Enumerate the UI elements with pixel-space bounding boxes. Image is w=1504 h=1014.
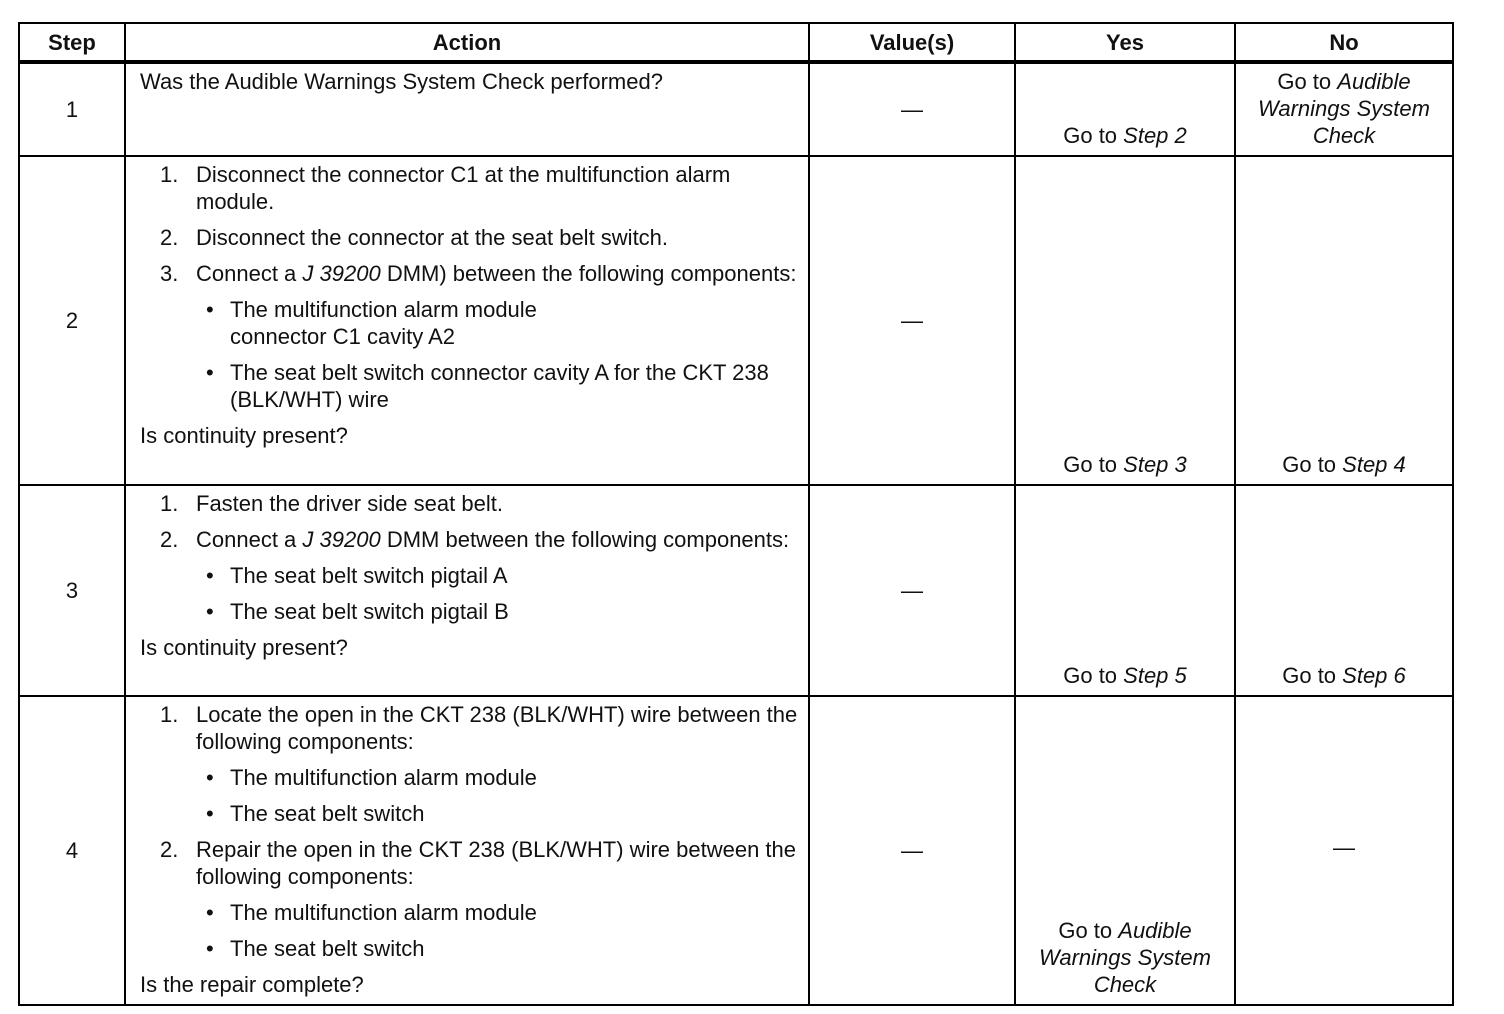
bullet-item: • The seat belt switch: [196, 800, 798, 827]
yes-target: Audible Warnings System Check: [1039, 918, 1211, 997]
bullet-list: [196, 899, 798, 962]
value-cell: —: [809, 62, 1015, 156]
value-cell: —: [809, 696, 1015, 1005]
yes-prefix: Go to: [1063, 123, 1124, 148]
step-number: 2: [19, 156, 125, 485]
bullet-list: [196, 562, 798, 625]
header-no: No: [1235, 23, 1453, 62]
item-text: DMM) between the following components:: [380, 261, 797, 286]
yes-target: Step 3: [1123, 452, 1187, 477]
no-target: Step 4: [1342, 452, 1406, 477]
item-number: 1.: [160, 702, 179, 727]
action-steps: [140, 490, 798, 625]
action-item: [140, 526, 798, 625]
item-text: Connect a: [196, 261, 303, 286]
item-text: Disconnect the connector C1 at the multifunction alarm module.: [196, 162, 731, 214]
action-item: [140, 161, 798, 215]
header-values: Value(s): [809, 23, 1015, 62]
bullet-item: • The seat belt switch: [196, 935, 798, 962]
table-row: [19, 62, 1453, 156]
yes-target: Step 5: [1123, 663, 1187, 688]
question-text: Is the repair complete?: [140, 972, 364, 997]
no-cell: [1235, 156, 1453, 485]
no-prefix: Go to: [1282, 663, 1343, 688]
value-cell: —: [809, 485, 1015, 696]
bullet-item: • The multifunction alarm module: [196, 764, 798, 791]
item-number: 1.: [160, 491, 179, 516]
no-target: Audible Warnings System Check: [1258, 69, 1430, 148]
step-number: 3: [19, 485, 125, 696]
action-item: [140, 260, 798, 413]
item-number: 1.: [160, 162, 179, 187]
no-prefix: Go to: [1277, 69, 1338, 94]
table-row: [19, 156, 1453, 485]
question-text: Is continuity present?: [140, 635, 348, 660]
bullet-item: • The seat belt switch pigtail A: [196, 562, 798, 589]
item-number: 2.: [160, 837, 179, 862]
action-item: [140, 224, 798, 251]
item-text: Repair the open in the CKT 238 (BLK/WHT) wire between the following components:: [196, 837, 797, 889]
yes-prefix: Go to: [1058, 918, 1119, 943]
header-yes: Yes: [1015, 23, 1235, 62]
yes-prefix: Go to: [1063, 663, 1124, 688]
bullet-item: • The multifunction alarm module: [196, 899, 798, 926]
no-target: Step 6: [1342, 663, 1406, 688]
action-steps: [140, 701, 798, 962]
diagnostic-table: [18, 22, 1454, 1006]
yes-prefix: Go to: [1063, 452, 1124, 477]
header-row: [19, 23, 1453, 62]
yes-cell: [1015, 485, 1235, 696]
bullet-item: • The seat belt switch connector cavity A for the CKT 238 (BLK/WHT) wire: [196, 359, 770, 413]
tool-name: J 39200: [302, 261, 381, 286]
bullet-item: • The multifunction alarm module connector C1 cavity A2: [196, 296, 590, 350]
question-text: Was the Audible Warnings System Check performed?: [140, 69, 663, 94]
header-step: Step: [19, 23, 125, 62]
action-item: [140, 701, 798, 827]
question-text: Is continuity present?: [140, 423, 348, 448]
no-prefix: Go to: [1282, 452, 1343, 477]
item-number: 2.: [160, 225, 179, 250]
item-text: DMM between the following components:: [380, 527, 790, 552]
bullet-item: • The seat belt switch pigtail B: [196, 598, 798, 625]
item-text: Fasten the driver side seat belt.: [196, 491, 503, 516]
action-cell: [125, 485, 809, 696]
no-cell: —: [1235, 696, 1453, 1005]
action-steps: [140, 161, 798, 413]
step-number: 4: [19, 696, 125, 1005]
no-cell: [1235, 485, 1453, 696]
item-text: Connect a: [196, 527, 303, 552]
value-cell: —: [809, 156, 1015, 485]
yes-cell: [1015, 156, 1235, 485]
yes-target: Step 2: [1123, 123, 1187, 148]
action-item: [140, 490, 798, 517]
action-cell: [125, 696, 809, 1005]
step-number: 1: [19, 62, 125, 156]
no-cell: [1235, 62, 1453, 156]
yes-cell: [1015, 696, 1235, 1005]
bullet-list: [196, 296, 798, 413]
tool-name: J 39200: [302, 527, 381, 552]
bullet-list: [196, 764, 798, 827]
action-item: [140, 836, 798, 962]
table-row: [19, 696, 1453, 1005]
header-action: Action: [125, 23, 809, 62]
item-text: Disconnect the connector at the seat belt switch.: [196, 225, 669, 250]
table-row: [19, 485, 1453, 696]
action-cell: [125, 156, 809, 485]
item-number: 2.: [160, 527, 179, 552]
action-cell: [125, 62, 809, 156]
item-number: 3.: [160, 261, 179, 286]
yes-cell: [1015, 62, 1235, 156]
item-text: Locate the open in the CKT 238 (BLK/WHT) wire between the following components:: [196, 702, 798, 754]
